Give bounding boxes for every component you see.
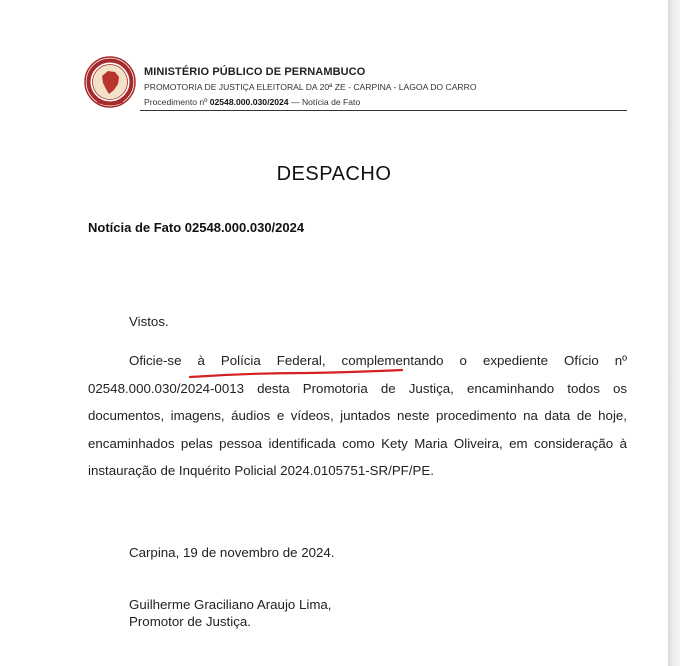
red-underline-annotation (188, 368, 404, 380)
body-paragraph: Oficie-se à Polícia Federal, complementando o expediente Ofício nº 02548.000.030/2024-0013 desta Promotoria de Justiça, encaminhando todos os documentos, imagens, áudios e vídeos, juntados neste procedimento na data de hoje, encaminhados pelas pessoa identificada como Kety Maria Oliveira, em consideração à instauração de Inquérito Policial 2024.0105751-SR/PF/PE. (88, 353, 627, 478)
document-subject: Notícia de Fato 02548.000.030/2024 (88, 220, 305, 235)
procedure-line (144, 97, 360, 107)
header-divider (140, 110, 627, 111)
greeting-text: Vistos. (129, 314, 169, 329)
procedure-number: 02548.000.030/2024 (209, 97, 289, 107)
procedure-prefix: Procedimento nº (144, 97, 210, 107)
document-title: DESPACHO (276, 163, 392, 185)
place-date: Carpina, 19 de novembro de 2024. (129, 545, 335, 560)
institution-name: MINISTÉRIO PÚBLICO DE PERNAMBUCO (144, 66, 366, 78)
signatory-role: Promotor de Justiça. (129, 614, 251, 629)
office-name: PROMOTORIA DE JUSTIÇA ELEITORAL DA 20ª ZE - CARPINA - LAGOA DO CARRO (144, 82, 477, 92)
procedure-suffix: — Notícia de Fato (288, 97, 361, 107)
institution-seal-logo (84, 56, 136, 108)
signatory-name: Guilherme Graciliano Araujo Lima, (129, 597, 332, 612)
page-edge-shadow (668, 0, 680, 666)
